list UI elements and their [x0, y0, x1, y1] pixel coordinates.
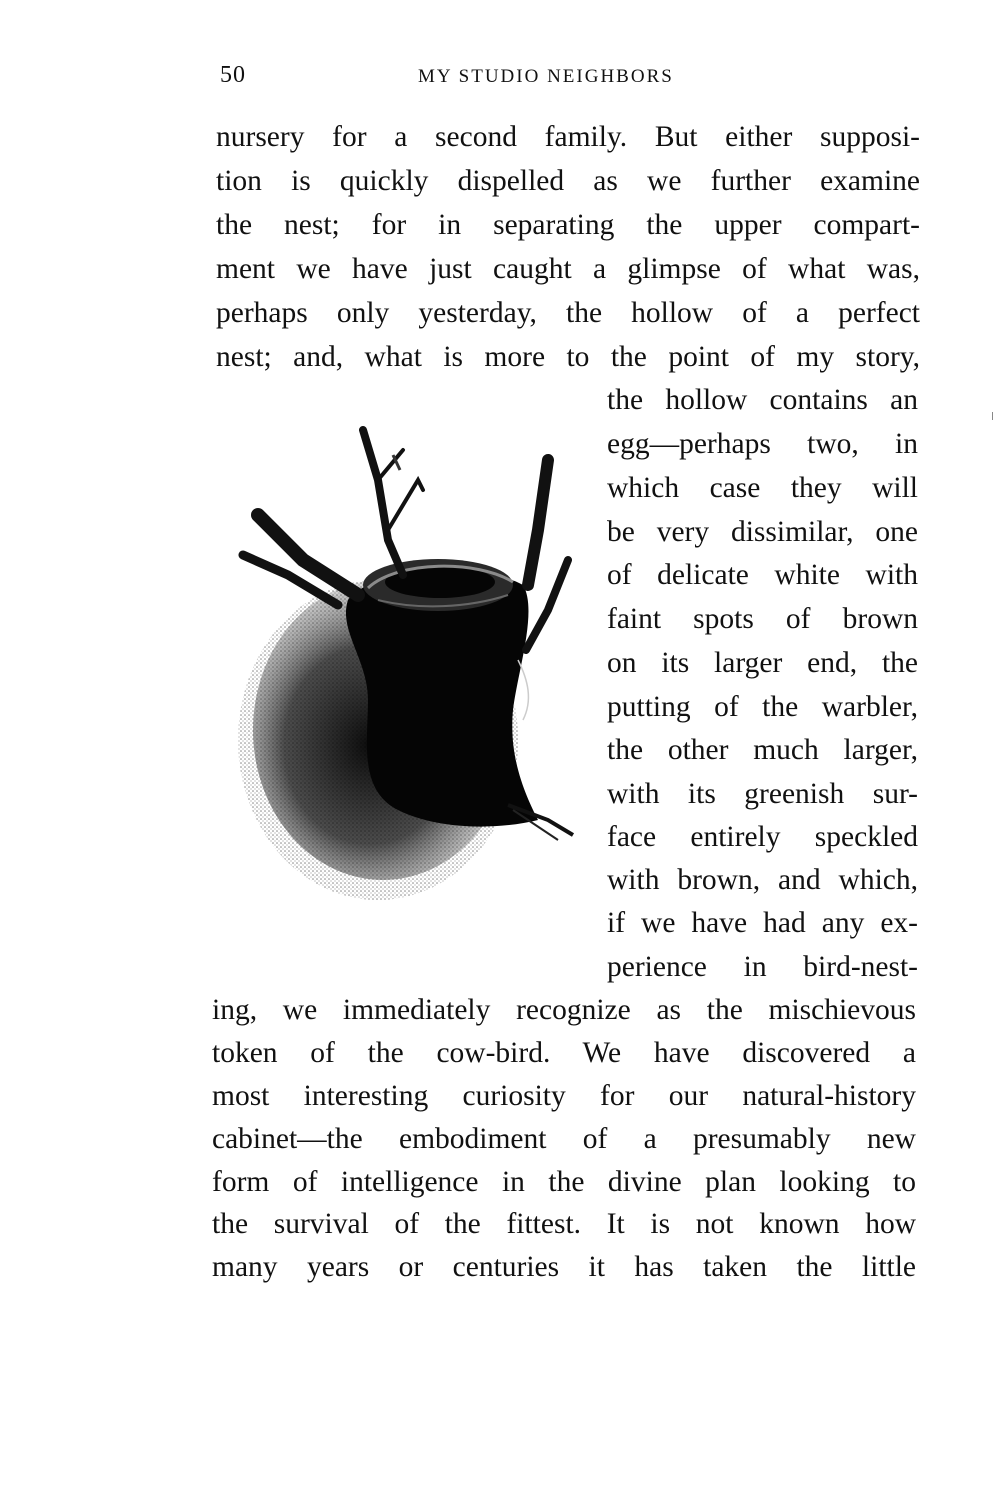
- text-line: token of the cow-bird. We have discovered a: [212, 1037, 916, 1069]
- text-line: be very dissimilar, one: [607, 516, 918, 548]
- text-line: tion is quickly dispelled as we further examine: [216, 165, 920, 197]
- text-line: the other much larger,: [607, 734, 918, 766]
- text-line: perhaps only yesterday, the hollow of a perfect: [216, 297, 920, 329]
- text-line: face entirely speckled: [607, 821, 918, 853]
- text-line: if we have had any ex-: [607, 907, 918, 939]
- text-line: most interesting curiosity for our natural-history: [212, 1080, 916, 1112]
- page-number: 50: [220, 62, 246, 88]
- text-line: putting of the warbler,: [607, 691, 918, 723]
- text-line: perience in bird-nest-: [607, 951, 918, 983]
- text-line: form of intelligence in the divine plan looking to: [212, 1166, 916, 1198]
- text-line: faint spots of brown: [607, 603, 918, 635]
- text-line: nest; and, what is more to the point of my story,: [216, 341, 920, 373]
- text-line: many years or centuries it has taken the little: [212, 1251, 916, 1283]
- text-line: with brown, and which,: [607, 864, 918, 896]
- text-line: the hollow contains an: [607, 384, 918, 416]
- text-line: ing, we immediately recognize as the mischievous: [212, 994, 916, 1026]
- text-line: egg—perhaps two, in: [607, 428, 918, 460]
- page-header: [214, 62, 920, 92]
- running-title: MY STUDIO NEIGHBORS: [418, 66, 674, 87]
- text-line: the nest; for in separating the upper compart-: [216, 209, 920, 241]
- text-line: of delicate white with: [607, 559, 918, 591]
- text-line: with its greenish sur-: [607, 778, 918, 810]
- text-line: ment we have just caught a glimpse of what was,: [216, 253, 920, 285]
- text-line: the survival of the fittest. It is not known how: [212, 1208, 916, 1240]
- text-line: which case they will: [607, 472, 918, 504]
- bird-nest-illustration-icon: [228, 410, 588, 910]
- text-line: nursery for a second family. But either supposi-: [216, 121, 920, 153]
- margin-mark: [992, 412, 993, 420]
- text-line: cabinet—the embodiment of a presumably new: [212, 1123, 916, 1155]
- text-line: on its larger end, the: [607, 647, 918, 679]
